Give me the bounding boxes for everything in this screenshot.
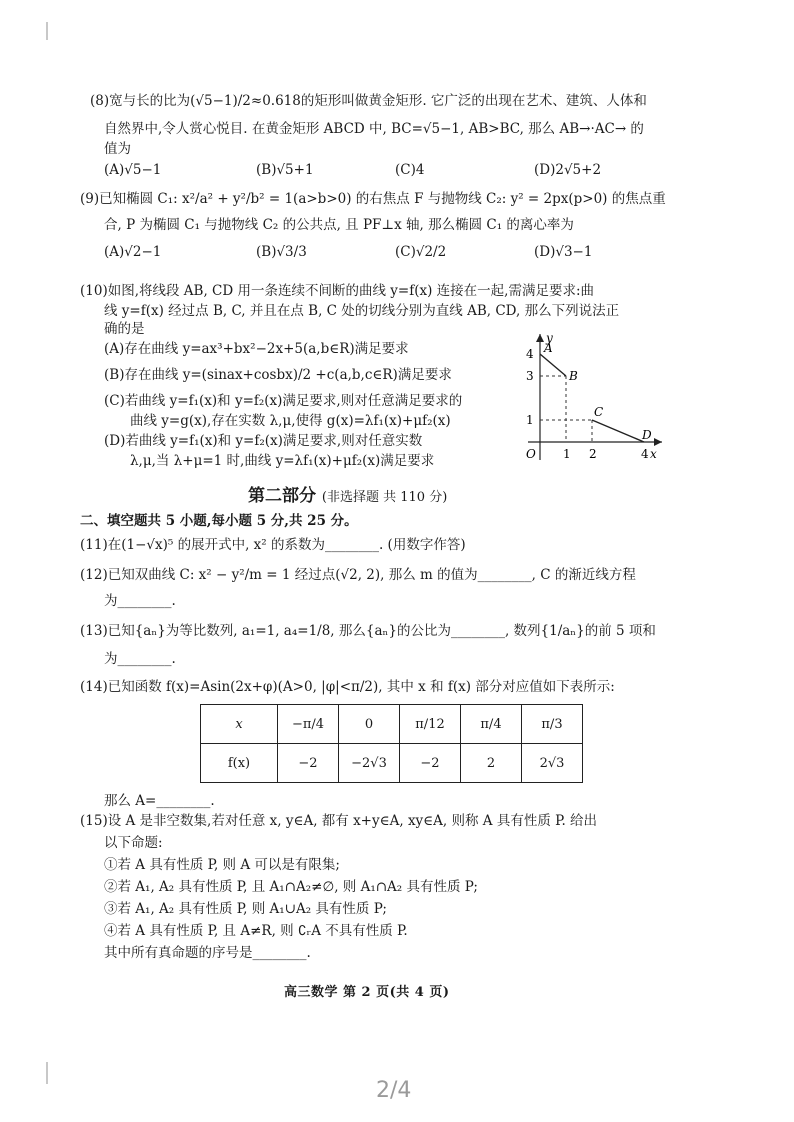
q10-option-d-line-1: (D)若曲线 y=f₁(x)和 y=f₂(x)满足要求,则对任意实数: [104, 433, 423, 449]
q15-answer: 其中所有真命题的序号是________.: [104, 945, 311, 961]
q9-line-1: (9)已知椭圆 C₁: x²/a² + y²/b² = 1(a>b>0) 的右焦点 F 与抛物线 C₂: y² = 2px(p>0) 的焦点重: [80, 191, 666, 207]
q14-value-table: [200, 704, 583, 783]
x-axis-label: x: [650, 447, 657, 461]
page-counter: 2/4: [376, 1078, 412, 1103]
x-tick-label: 1: [563, 447, 571, 461]
q8-option-c: (C)4: [395, 162, 425, 178]
q14-answer: 那么 A=________.: [104, 793, 215, 809]
x-axis-arrow: [654, 438, 662, 446]
point-label-c: C: [594, 405, 604, 419]
q8-option-d: (D)2√5+2: [534, 162, 602, 178]
segment-cd: [592, 420, 644, 442]
page-footer: 高三数学 第 2 页(共 4 页): [284, 985, 450, 1000]
q15-item-2: ②若 A₁, A₂ 具有性质 P, 且 A₁∩A₂≠∅, 则 A₁∩A₂ 具有性质 P;: [104, 879, 478, 895]
q10-option-b: (B)存在曲线 y=(sinax+cosbx)/2 +c(a,b,c∈R)满足要求: [104, 367, 452, 383]
table-cell: f(x): [201, 744, 278, 783]
q9-option-c: (C)√2/2: [395, 244, 447, 260]
q8-option-b: (B)√5+1: [256, 162, 314, 178]
scan-edge-mark: [46, 1062, 48, 1084]
x-tick-label: 2: [589, 447, 597, 461]
q9-line-2: 合, P 为椭圆 C₁ 与抛物线 C₂ 的公共点, 且 PF⊥x 轴, 那么椭圆 C₁ 的离心率为: [104, 217, 574, 233]
table-cell: 2: [461, 744, 522, 783]
q15-line-2: 以下命题:: [104, 835, 163, 851]
table-header-cell: x: [201, 705, 278, 744]
q8-option-a: (A)√5−1: [104, 162, 162, 178]
q15-line-1: (15)设 A 是非空数集,若对任意 x, y∈A, 都有 x+y∈A, xy∈A, 则称 A 具有性质 P. 给出: [80, 813, 598, 829]
q8-line-2: 自然界中,令人赏心悦目. 在黄金矩形 ABCD 中, BC=√5−1, AB>BC, 那么 AB→·AC→ 的: [104, 121, 644, 137]
q12-line-1: (12)已知双曲线 C: x² − y²/m = 1 经过点(√2, 2), 那么 m 的值为________, C 的渐近线方程: [80, 567, 636, 583]
y-tick-label: 4: [526, 347, 534, 361]
q10-option-a: (A)存在曲线 y=ax³+bx²−2x+5(a,b∈R)满足要求: [104, 341, 409, 357]
q15-item-3: ③若 A₁, A₂ 具有性质 P, 则 A₁∪A₂ 具有性质 P;: [104, 901, 387, 917]
table-cell: −2: [400, 744, 461, 783]
q9-option-b: (B)√3/3: [256, 244, 307, 260]
q15-item-4: ④若 A 具有性质 P, 且 A≠R, 则 ∁ᵣA 不具有性质 P.: [104, 923, 408, 939]
table-cell: −2: [278, 744, 339, 783]
scan-edge-mark: [46, 22, 48, 40]
table-header-cell: π/4: [461, 705, 522, 744]
q12-line-2: 为________.: [104, 593, 176, 609]
origin-label: O: [526, 447, 536, 461]
q8-line-1: (8)宽与长的比为(√5−1)/2≈0.618的矩形叫做黄金矩形. 它广泛的出现在艺术、建筑、人体和: [90, 93, 647, 109]
fill-blank-instruction: 二、填空题共 5 小题,每小题 5 分,共 25 分。: [80, 513, 358, 529]
q15-item-1: ①若 A 具有性质 P, 则 A 可以是有限集;: [104, 857, 340, 873]
table-header-cell: π/3: [522, 705, 583, 744]
y-tick-label: 3: [526, 369, 534, 383]
table-row: [201, 744, 583, 783]
q10-line-3: 确的是: [104, 321, 145, 337]
y-axis-label: y: [546, 331, 553, 345]
part-2-title-text: 第二部分: [248, 486, 316, 506]
point-label-d: D: [642, 428, 652, 442]
q11-text: (11)在(1−√x)⁵ 的展开式中, x² 的系数为________. (用数字作答): [80, 537, 466, 553]
q14-line-1: (14)已知函数 f(x)=Asin(2x+φ)(A>0, |φ|<π/2), 其中 x 和 f(x) 部分对应值如下表所示:: [80, 679, 615, 695]
q13-line-1: (13)已知{aₙ}为等比数列, a₁=1, a₄=1/8, 那么{aₙ}的公比为________, 数列{1/aₙ}的前 5 项和: [80, 623, 656, 639]
table-header-cell: π/12: [400, 705, 461, 744]
table-row: [201, 705, 583, 744]
q10-line-1: (10)如图,将线段 AB, CD 用一条连续不间断的曲线 y=f(x) 连接在一起,需满足要求:曲: [80, 283, 594, 299]
q9-option-d: (D)√3−1: [534, 244, 593, 260]
y-axis-arrow: [536, 334, 544, 342]
y-tick-label: 1: [526, 413, 534, 427]
table-header-cell: −π/4: [278, 705, 339, 744]
q10-figure: [520, 330, 670, 465]
q8-line-3: 值为: [104, 141, 131, 157]
segment-ab: [540, 354, 566, 376]
part-2-title: [248, 481, 447, 506]
table-cell: −2√3: [339, 744, 400, 783]
q10-option-d-line-2: λ,μ,当 λ+μ=1 时,曲线 y=λf₁(x)+μf₂(x)满足要求: [130, 453, 435, 469]
x-tick-label: 4: [641, 447, 649, 461]
point-label-a: A: [544, 341, 553, 355]
table-cell: 2√3: [522, 744, 583, 783]
part-2-subtitle: (非选择题 共 110 分): [321, 490, 448, 505]
q13-line-2: 为________.: [104, 651, 176, 667]
q10-option-c-line-1: (C)若曲线 y=f₁(x)和 y=f₂(x)满足要求,则对任意满足要求的: [104, 393, 463, 409]
q10-option-c-line-2: 曲线 y=g(x),存在实数 λ,μ,使得 g(x)=λf₁(x)+μf₂(x): [130, 413, 451, 429]
q10-line-2: 线 y=f(x) 经过点 B, C, 并且在点 B, C 处的切线分别为直线 AB, CD, 那么下列说法正: [104, 303, 620, 319]
point-label-b: B: [569, 369, 578, 383]
table-header-cell: 0: [339, 705, 400, 744]
q9-option-a: (A)√2−1: [104, 244, 162, 260]
